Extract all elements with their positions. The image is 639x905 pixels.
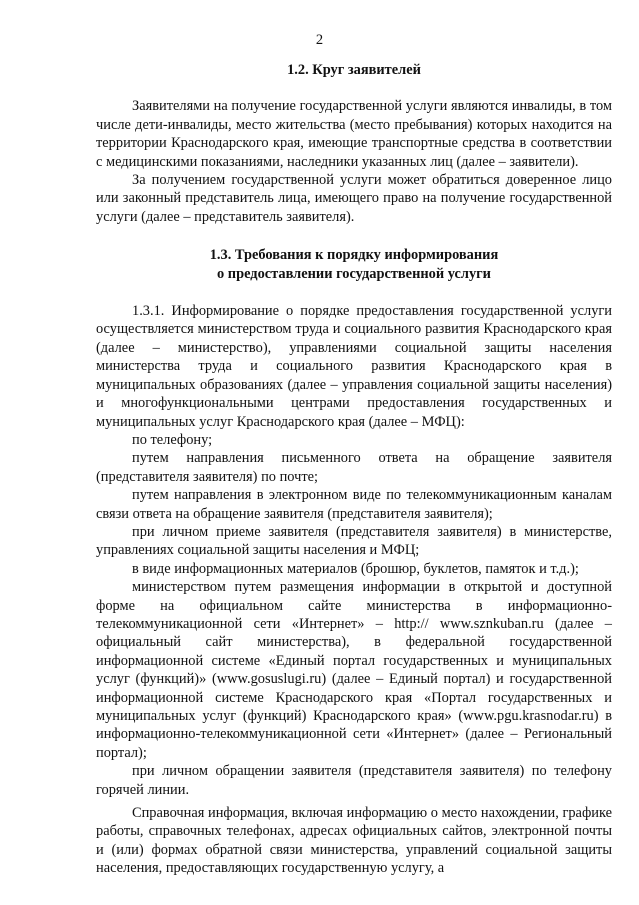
- paragraph: при личном приеме заявителя (представителя заявителя) в министерстве, управлениях социальной защиты населения и МФЦ;: [96, 523, 612, 559]
- section-heading-1-3-line-2: о предоставлении государственной услуги: [217, 265, 491, 282]
- paragraph: в виде информационных материалов (брошюр, буклетов, памяток и т.д.);: [132, 560, 579, 577]
- paragraph: министерством путем размещения информации в открытой и доступной форме на официальном сайте министерства в информационно-телекоммуникационной сети «Интернет» – http:// www.sznkuban.ru (далее – официальный сайт министерства), в федеральной государственной информационной системе «Единый портал государственных и муниципальных услуг (функций)» (www.gosuslugi.ru) (далее – Единый портал) и государственной информационной системе Краснодарского края «Портал государственных и муниципальных услуг (функций) Краснодарского края» (www.pgu.krasnodar.ru) в информационно-телекоммуникационной сети «Интернет» (далее – Региональный портал);: [96, 579, 612, 761]
- paragraph: по телефону;: [132, 431, 213, 448]
- paragraph: Справочная информация, включая информацию о место нахождении, графике работы, справочных телефонах, адресах официальных сайтов, электронной почты и (или) формах обратной связи министерства, управлений социальной защиты населения, предоставляющих государственную услугу, а: [96, 805, 612, 877]
- paragraph: путем направления в электронном виде по телекоммуникационным каналам связи ответа на обращение заявителя (представителя заявителя);: [96, 487, 612, 522]
- paragraph: За получением государственной услуги может обратиться доверенное лицо или законный представитель лица, имеющего право на получение государственной услуги (далее – представитель заявителя).: [96, 172, 612, 225]
- paragraph: Заявителями на получение государственной услуги являются инвалиды, в том числе дети-инвалиды, место жительства (место пребывания) которых находится на территории Краснодарского края, имеющие транспортные средства в соответствии с медицинскими показаниями, наследники указанных лиц (далее – заявители).: [96, 98, 612, 170]
- paragraph: путем направления письменного ответа на обращение заявителя (представителя заявителя) по почте;: [96, 450, 612, 485]
- section-heading-1-3-line-1: 1.3. Требования к порядку информирования: [209, 247, 499, 264]
- paragraph: 1.3.1. Информирование о порядке предоставления государственной услуги осуществляется министерством труда и социального развития Краснодарского края (далее – министерство), управлениями социальной защиты населения министерства труда и социального развития Краснодарского края в муниципальных образованиях (далее – управления социальной защиты населения) и многофункциональными центрами предоставления государственных и муниципальных услуг Краснодарского края (далее – МФЦ):: [96, 303, 612, 430]
- section-heading-1-2: 1.2. Круг заявителей: [287, 62, 421, 78]
- page-number: 2: [315, 32, 324, 48]
- paragraph: при личном обращении заявителя (представителя заявителя) по телефону горячей линии.: [96, 763, 612, 798]
- document-body: [96, 61, 612, 878]
- section-heading-1-3: [96, 246, 612, 283]
